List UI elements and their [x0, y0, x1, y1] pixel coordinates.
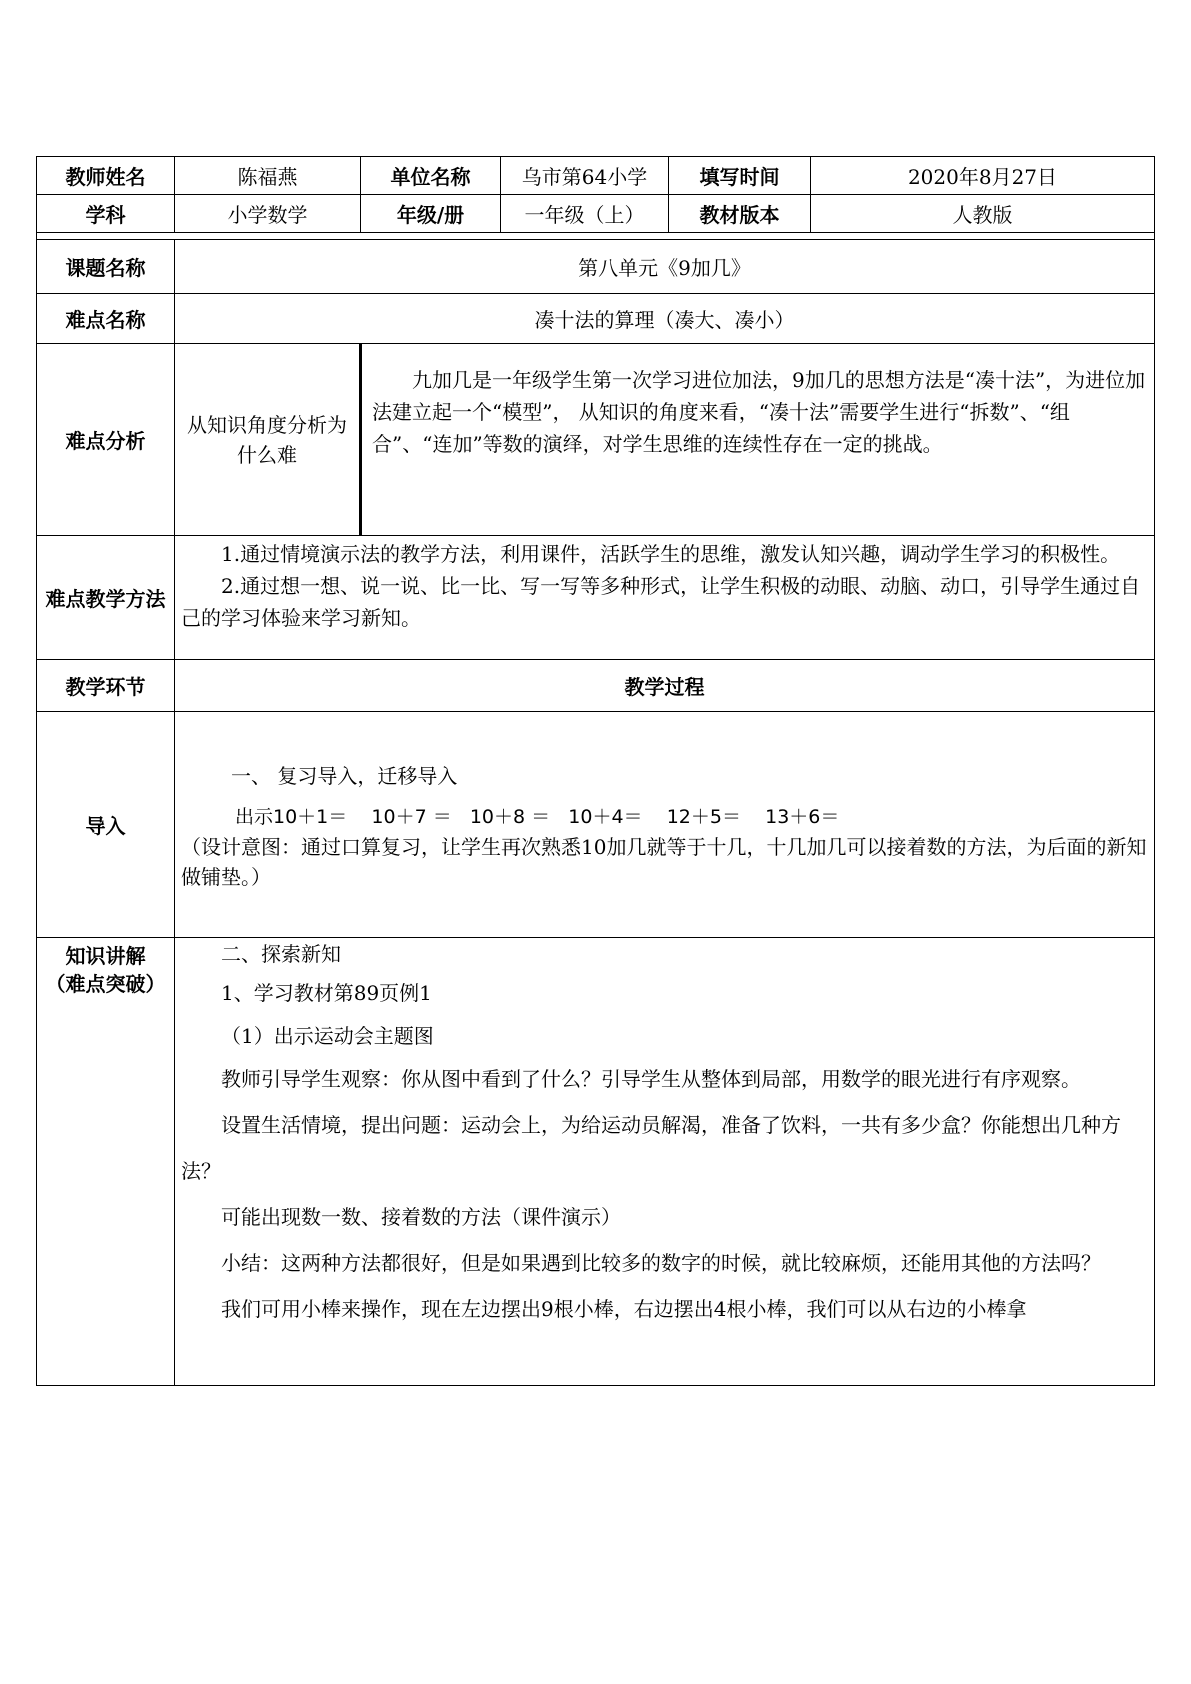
header-row-2 — [37, 195, 1155, 233]
topic-label: 课题名称 — [37, 240, 175, 294]
intro-cell — [175, 712, 1155, 938]
methods-cell — [175, 536, 1155, 660]
explain-p1: 二、探索新知 — [221, 942, 341, 966]
teacher-label: 教师姓名 — [37, 157, 175, 195]
process-section-label: 教学环节 — [37, 660, 175, 712]
grade-label: 年级/册 — [361, 195, 501, 233]
explain-p4: 教师引导学生观察：你从图中看到了什么？引导学生从整体到局部，用数学的眼光进行有序观察。 — [221, 1067, 1081, 1091]
difficulty-value: 凑十法的算理（凑大、凑小） — [175, 294, 1155, 344]
explain-p8: 我们可用小棒来操作，现在左边摆出9根小棒，右边摆出4根小棒，我们可以从右边的小棒拿 — [221, 1297, 1027, 1321]
intro-label: 导入 — [37, 712, 175, 938]
methods-label: 难点教学方法 — [37, 536, 175, 660]
analysis-row — [37, 344, 1155, 536]
lesson-plan-table — [36, 156, 1155, 1386]
edition-label: 教材版本 — [669, 195, 811, 233]
explain-p7: 小结：这两种方法都很好，但是如果遇到比较多的数字的时候，就比较麻烦，还能用其他的方法吗？ — [221, 1251, 1101, 1275]
explain-row — [37, 938, 1155, 1386]
intro-intent: （设计意图：通过口算复习，让学生再次熟悉10加几就等于十几，十几加几可以接着数的方法，为后面的新知做铺垫。） — [181, 835, 1147, 889]
explain-label-line-1: 知识讲解 — [65, 944, 146, 968]
topic-value: 第八单元《9加几》 — [175, 240, 1155, 294]
analysis-text: 九加几是一年级学生第一次学习进位加法，9加几的思想方法是“凑十法”，为进位加法建立起一个“模型”， 从知识的角度来看，“凑十法”需要学生进行“拆数”、“组合”、“连加”等数的演绎，对学生思维的连续性存在一定的挑战。 — [372, 368, 1146, 456]
header-row-1 — [37, 157, 1155, 195]
spacer-row — [37, 233, 1155, 240]
process-title: 教学过程 — [175, 660, 1155, 712]
intro-row — [37, 712, 1155, 938]
teacher-value: 陈福燕 — [175, 157, 361, 195]
methods-item-2: 2.通过想一想、说一说、比一比、写一写等多种形式，让学生积极的动眼、动脑、动口，引导学生通过自己的学习体验来学习新知。 — [181, 574, 1141, 630]
date-value: 2020年8月27日 — [811, 157, 1155, 195]
date-label: 填写时间 — [669, 157, 811, 195]
analysis-sublabel: 从知识角度分析为什么难 — [175, 344, 361, 536]
methods-item-1: 1.通过情境演示法的教学方法，利用课件，活跃学生的思维，激发认知兴趣，调动学生学习的积极性。 — [221, 542, 1121, 566]
explain-p2: 1、学习教材第89页例1 — [221, 981, 432, 1005]
unit-value: 乌市第64小学 — [501, 157, 669, 195]
methods-row — [37, 536, 1155, 660]
unit-label: 单位名称 — [361, 157, 501, 195]
intro-drill: 出示10＋1＝ 10＋7 ＝ 10＋8 ＝ 10＋4＝ 12＋5＝ 13＋6＝ — [235, 806, 840, 828]
grade-value: 一年级（上） — [501, 195, 669, 233]
explain-p5: 设置生活情境，提出问题：运动会上，为给运动员解渴，准备了饮料，一共有多少盒？你能想出几种方法？ — [181, 1113, 1121, 1183]
analysis-label: 难点分析 — [37, 344, 175, 536]
explain-label-line-2: （难点突破） — [45, 972, 166, 996]
analysis-text-cell — [361, 344, 1155, 536]
lesson-plan-sheet — [36, 156, 1154, 1386]
difficulty-row — [37, 294, 1155, 344]
explain-label-cell — [37, 938, 175, 1386]
difficulty-label: 难点名称 — [37, 294, 175, 344]
spacer-cell — [37, 233, 1155, 240]
subject-value: 小学数学 — [175, 195, 361, 233]
subject-label: 学科 — [37, 195, 175, 233]
explain-cell — [175, 938, 1155, 1386]
edition-value: 人教版 — [811, 195, 1155, 233]
topic-row — [37, 240, 1155, 294]
process-header-row — [37, 660, 1155, 712]
explain-p3: （1）出示运动会主题图 — [221, 1024, 434, 1048]
explain-p6: 可能出现数一数、接着数的方法（课件演示） — [221, 1205, 621, 1229]
intro-heading: 一、 复习导入，迁移导入 — [231, 764, 458, 788]
